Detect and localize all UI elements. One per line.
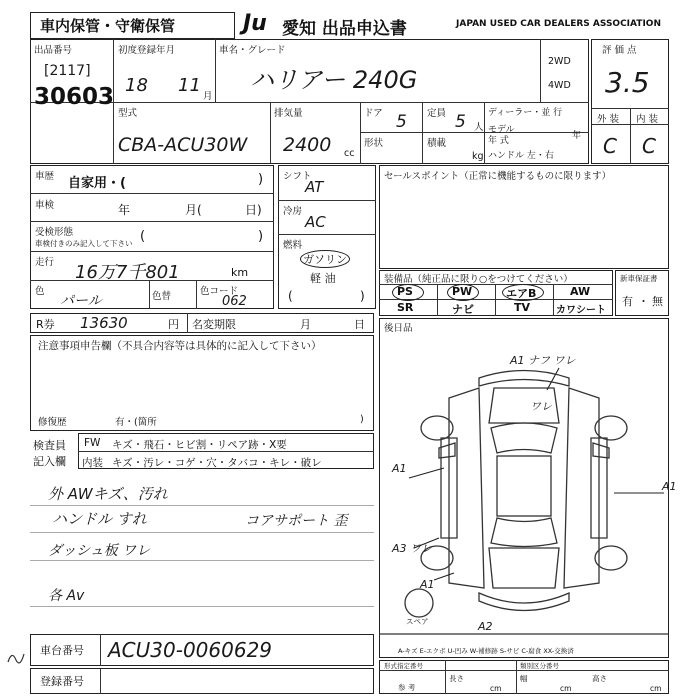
month-suffix: 月 bbox=[203, 91, 213, 102]
doors-value: 5 bbox=[396, 112, 407, 132]
handwritten-note-2: ハンドル すれ bbox=[52, 510, 147, 528]
received-note: 車検付きのみ記入して下さい bbox=[35, 239, 133, 248]
spare-tire-label: スペア bbox=[406, 617, 429, 626]
repair-value: 有・(箇所 bbox=[115, 417, 157, 428]
handwritten-note-5: 各 Av bbox=[48, 588, 85, 604]
equipment-sr: SR bbox=[397, 301, 414, 314]
exterior-label: 外 装 bbox=[597, 114, 620, 125]
displacement-value: 2400 bbox=[283, 134, 332, 156]
recycle-label: R券 bbox=[36, 318, 55, 331]
spec-class-label: 類別区分番号 bbox=[520, 662, 559, 670]
color-change-label: 色替 bbox=[152, 291, 172, 302]
warranty-no: 無 bbox=[652, 295, 663, 308]
damage-mark-front: A1 ナフ ワレ bbox=[510, 354, 576, 367]
form-title: 愛知 出品申込書 bbox=[282, 19, 407, 39]
shape-label: 形状 bbox=[364, 138, 384, 149]
spec-width-label: 幅 bbox=[520, 674, 528, 683]
spec-type-label: 形式指定番号 bbox=[384, 662, 423, 670]
damage-mark-left-rear: A3 ワレ bbox=[392, 542, 433, 555]
year-label: 年 式 bbox=[488, 136, 509, 146]
inspector-fw: FW bbox=[84, 437, 101, 449]
loading-label: 積載 bbox=[427, 138, 447, 149]
spec-length-label: 長さ bbox=[449, 674, 464, 683]
circle-pw-mark bbox=[447, 284, 479, 301]
handwritten-note-1: 外 AWキズ、汚れ bbox=[48, 485, 168, 503]
ac-value: AC bbox=[305, 213, 326, 231]
inspection-day: 日) bbox=[245, 203, 262, 217]
drive-4wd: 4WD bbox=[548, 80, 571, 91]
fuel-paren-open: ( bbox=[288, 289, 293, 303]
chassis-label: 車台番号 bbox=[40, 644, 84, 657]
lot-number: 30603 bbox=[34, 84, 115, 110]
inspector-row-1: キズ・飛石・ヒビ割・リペア跡・X要 bbox=[112, 439, 287, 451]
deadline-month: 月 bbox=[300, 318, 311, 331]
displacement-label: 排気量 bbox=[274, 108, 303, 119]
history-value: 自家用・( bbox=[68, 176, 126, 191]
inspection-label: 車検 bbox=[35, 200, 55, 211]
capacity-label: 定員 bbox=[427, 108, 447, 119]
year-unit: 年 bbox=[572, 131, 582, 141]
damage-mark-hood: ワレ bbox=[530, 400, 552, 413]
spec-height-cm: cm bbox=[650, 684, 662, 693]
model-year-label: モデル bbox=[488, 125, 515, 135]
inspector-interior: 内装 bbox=[82, 457, 103, 469]
recycle-unit: 円 bbox=[168, 318, 179, 331]
mileage-unit: km bbox=[231, 266, 249, 279]
chassis-value: ACU30-0060629 bbox=[108, 638, 273, 662]
margin-doodle bbox=[4, 640, 32, 670]
fuel-gasoline: ガソリン bbox=[300, 250, 350, 268]
fuel-paren-close: ) bbox=[360, 289, 365, 303]
model-value: CBA-ACU30W bbox=[118, 134, 248, 156]
damage-legend: A-キズ E-エクボ U-凹み W-補修跡 S-サビ C-腐食 XX-交換済 bbox=[398, 647, 574, 655]
history-label: 車歴 bbox=[35, 171, 55, 182]
damage-mark-rear-left: A1 bbox=[420, 578, 435, 591]
equipment-pw: PW bbox=[452, 285, 473, 298]
equipment-leather-seat: カワシート bbox=[556, 305, 606, 316]
deadline-day: 日 bbox=[354, 318, 365, 331]
recycle-value: 13630 bbox=[80, 314, 128, 332]
received-close: ) bbox=[258, 229, 264, 244]
equipment-label: 装備品（純正品に限り○をつけてください） bbox=[384, 274, 573, 285]
color-code-label: 色コード bbox=[200, 286, 239, 297]
fuel-diesel: 軽 油 bbox=[310, 272, 336, 285]
handle-label: ハンドル 左・右 bbox=[488, 151, 554, 161]
first-reg-year: 18 bbox=[125, 75, 148, 96]
circle-airbag-mark bbox=[502, 284, 544, 301]
car-diagram bbox=[379, 318, 669, 658]
deadline-label: 名変期限 bbox=[192, 318, 236, 331]
inspection-year: 年 bbox=[118, 203, 131, 217]
received-label: 受検形態 bbox=[35, 227, 74, 238]
warranty-label: 新車保証書 bbox=[620, 274, 658, 283]
damage-mark-left: A1 bbox=[392, 462, 407, 475]
handwritten-note-3: コアサポート 歪 bbox=[245, 513, 348, 529]
lot-code: [2117] bbox=[44, 63, 91, 79]
reg-number-label: 登録番号 bbox=[40, 675, 84, 688]
color-value: パール bbox=[60, 293, 102, 309]
inspection-month: 月( bbox=[185, 203, 202, 217]
model-label: 型式 bbox=[118, 108, 138, 119]
color-label: 色 bbox=[35, 286, 45, 297]
first-reg-label: 初度登録年月 bbox=[118, 45, 176, 56]
equipment-navi: ナビ bbox=[452, 303, 474, 316]
car-name-label: 車名・グレード bbox=[219, 45, 286, 56]
attachment-label: 後日品 bbox=[384, 323, 413, 334]
ac-label: 冷房 bbox=[283, 206, 303, 217]
drive-2wd: 2WD bbox=[548, 56, 571, 67]
capacity-value: 5 bbox=[455, 112, 466, 132]
history-close: ) bbox=[258, 172, 264, 187]
interior-grade: C bbox=[642, 134, 656, 158]
ju-logo: Ju bbox=[243, 11, 267, 36]
inspector-label-2: 記入欄 bbox=[33, 455, 66, 468]
inspector-label-1: 検査員 bbox=[33, 439, 66, 452]
displacement-unit: cc bbox=[344, 148, 355, 159]
inspector-row-2: キズ・汚レ・コゲ・穴・タバコ・キレ・破レ bbox=[112, 457, 322, 469]
damage-mark-rear: A2 bbox=[478, 620, 493, 633]
spec-ref-label: 参 考 bbox=[398, 683, 416, 692]
exterior-grade: C bbox=[603, 134, 617, 158]
spec-height-label: 高さ bbox=[592, 674, 607, 683]
association-name: JAPAN USED CAR DEALERS ASSOCIATION bbox=[456, 19, 661, 29]
loading-unit: kg bbox=[472, 151, 484, 162]
color-code-value: 062 bbox=[222, 294, 247, 309]
repair-label: 修復歴 bbox=[38, 417, 67, 428]
warranty-sep: ・ bbox=[638, 295, 649, 308]
fuel-label: 燃料 bbox=[283, 240, 303, 251]
shift-label: シフト bbox=[283, 171, 312, 182]
doc-type-label: 車内保管・守衛保管 bbox=[40, 17, 176, 35]
notes-label: 注意事項申告欄（不具合内容等は具体的に記入して下さい） bbox=[38, 340, 322, 352]
rating-score: 3.5 bbox=[605, 66, 650, 99]
repair-close: ) bbox=[360, 414, 364, 425]
first-reg-month: 11 bbox=[178, 75, 201, 96]
lot-number-label: 出品番号 bbox=[34, 45, 73, 56]
handwritten-note-4: ダッシュ板 ワレ bbox=[48, 543, 151, 559]
shift-value: AT bbox=[305, 178, 324, 196]
mileage-label: 走行 bbox=[35, 257, 55, 268]
equipment-aw: AW bbox=[570, 285, 591, 298]
spec-length-cm: cm bbox=[490, 684, 502, 693]
capacity-unit: 人 bbox=[474, 122, 484, 133]
spec-width-cm: cm bbox=[560, 684, 572, 693]
dealer-label: ディーラー・並 行 bbox=[488, 108, 563, 118]
mileage-value: 16万7千801 bbox=[75, 262, 180, 283]
circle-ps-mark bbox=[392, 284, 424, 301]
equipment-airbag: エアB bbox=[506, 287, 537, 300]
rating-label: 評 価 点 bbox=[602, 45, 637, 56]
car-name-value: ハリアー 240G bbox=[250, 66, 418, 94]
equipment-ps: PS bbox=[397, 285, 413, 298]
warranty-yes: 有 bbox=[622, 295, 633, 308]
interior-label: 内 装 bbox=[636, 114, 659, 125]
received-open: ( bbox=[140, 229, 146, 244]
equipment-tv: TV bbox=[514, 301, 531, 314]
sales-point-label: セールスポイント（正常に機能するものに限ります） bbox=[384, 171, 612, 182]
damage-mark-right: A1 bbox=[662, 480, 677, 493]
doors-label: ドア bbox=[364, 108, 383, 119]
